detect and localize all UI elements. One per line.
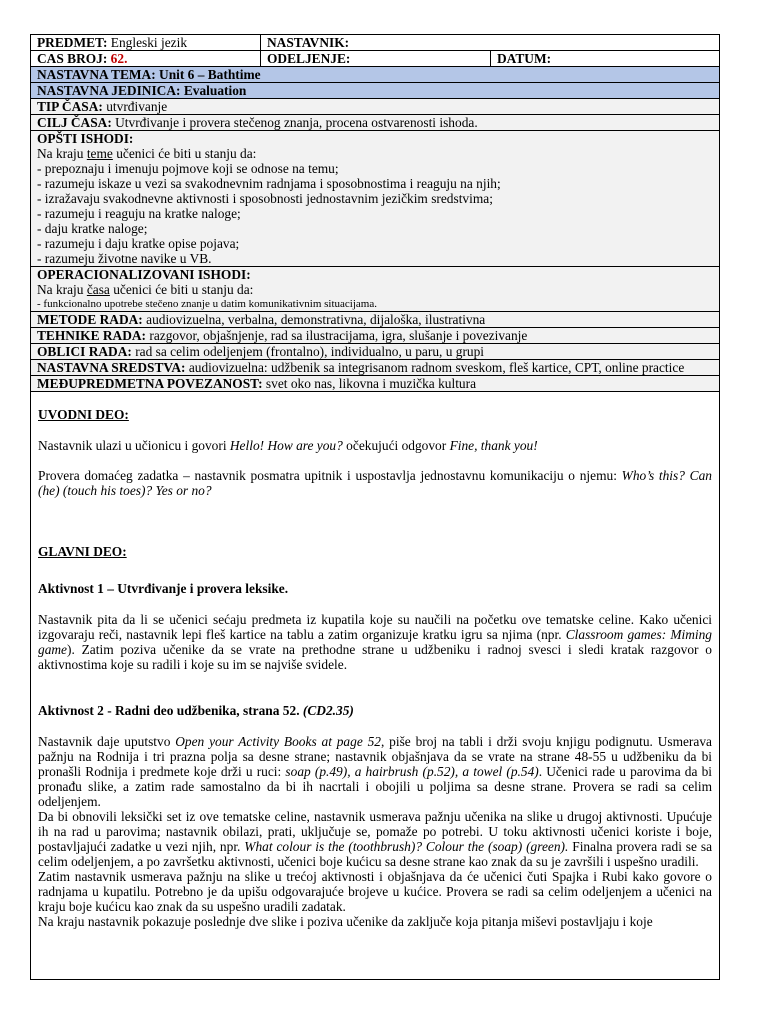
metode-label: METODE RADA: [37,312,143,327]
nastavnik-label: NASTAVNIK: [267,35,350,50]
paragraph-aktivnost-2: Nastavnik daje uputstvo Open your Activity Books at page 52, piše broj na tabli i drži svoju knjigu podignutu. Usmerava pažnju na Rodnija i tri prazna polja sa desne strane; nastavnik objašnjava da se vrate na strane 48-55 u udžbeniku da bi pronašli Rodnija i predmete koje drži u ruci: soap (p.49), a hairbrush (p.52), a towel (p.54). Učenici rade u parovima da bi pronađu slike, a zatim rade samostalno da bi ih nacrtali i obojili u poljima sa desne strane. Provera se radi sa celim odeljenjem. [38,734,713,809]
row-metode [31,312,719,328]
oblici-label: OBLICI RADA: [37,344,132,359]
tip-value: utvrđivanje [106,99,168,114]
row-sredstva [31,360,719,376]
opsti-item: - razumeju životne navike u VB. [37,251,212,266]
paragraph-leksicki-set: Da bi obnovili leksički set iz ove tematske celine, nastavnik usmerava pažnju učenika na slike u drugoj aktivnosti. Upućuje ih na rad u parovima; nastavnik obilazi, prati, uključuje se, pomaže po potrebi. U toku aktivnosti učenici koriste i boje, postavljajući zadatke u vezi njih, npr. What colour is the (toothbrush)? Colour the (soap) (green). Finalna provera radi se sa celim odeljenjem, a po završetku aktivnosti, učenici boje kućicu sa desne strane kao znak da su je završili i uspešno uradili. [38,809,713,869]
lesson-body [31,392,719,929]
paragraph-homework: Provera domaćeg zadatka – nastavnik posmatra upitnik i uspostavlja jednostavnu komunikaciju o njemu: Who’s this? Can (he) (touch his toes)? Yes or no? [38,468,712,498]
nastavnik-cell [261,35,719,50]
oper-item: - funkcionalno upotrebe stečeno znanje u datim komunikativnim situacijama. [37,298,377,310]
cas-label: CAS BROJ: [37,51,108,66]
opsti-item: - razumeju iskaze u vezi sa svakodnevnim radnjama i sposobnostima i reaguju na njih; [37,176,501,191]
aktivnost-1-heading: Aktivnost 1 – Utvrđivanje i provera leksike. [38,581,289,596]
cas-cell [31,51,261,66]
row-cilj [31,115,719,131]
paragraph-greeting: Nastavnik ulazi u učionicu i govori Hello! How are you? očekujući odgovor Fine, thank you! [38,438,538,453]
predmet-label: PREDMET: [37,35,108,50]
row-tema [31,67,719,83]
row-cas [31,51,719,67]
povezanost-label: MEĐUPREDMETNA POVEZANOST: [37,376,263,391]
cilj-value: Utvrđivanje i provera stečenog znanja, procena ostvarenosti ishoda. [115,115,478,130]
sredstva-label: NASTAVNA SREDSTVA: [37,360,186,375]
tip-label: TIP ČASA: [37,99,103,114]
predmet-value: Engleski jezik [110,35,188,50]
datum-cell [491,51,719,66]
glavni-heading: GLAVNI DEO: [38,544,127,559]
odeljenje-cell [261,51,491,66]
cilj-label: CILJ ČASA: [37,115,112,130]
opsti-item: - daju kratke naloge; [37,221,148,236]
row-povezanost [31,376,719,392]
row-oblici [31,344,719,360]
sredstva-value: audiovizuelna: udžbenik sa integrisanom radnom sveskom, fleš kartice, CPT, online practice [188,360,685,375]
opsti-intro: Na kraju teme učenici će biti u stanju da: [37,146,257,161]
tehnike-label: TEHNIKE RADA: [37,328,146,343]
opsti-item: - razumeju i reaguju na kratke naloge; [37,206,241,221]
oblici-value: rad sa celim odeljenjem (frontalno), individualno, u paru, u grupi [135,344,485,359]
opsti-label: OPŠTI ISHODI: [37,131,134,146]
row-opsti-ishodi [31,131,719,267]
nastavna-tema: NASTAVNA TEMA: Unit 6 – Bathtime [37,67,261,82]
predmet-cell [31,35,261,50]
oper-intro: Na kraju časa učenici će biti u stanju da: [37,282,254,297]
paragraph-zavrsetak: Na kraju nastavnik pokazuje poslednje dve slike i poziva učenike da zaključe koja pitanja miševi postavljaju i koje [38,914,653,929]
paragraph-aktivnost-1: Nastavnik pita da li se učenici sećaju predmeta iz kupatila koje su naučili na početku ove tematske celine. Kako učenici izgovaraju reči, nastavnik lepi fleš kartice na tablu a zatim organizuje kratku igru sa njima (npr. Classroom games: Miming game). Zatim poziva učenike da se vrate na prethodne strane u udžbeniku i radnoj svesci i sledi kratak razgovor o aktivnostima koje su radili i koje su im se najviše svidele. [38,612,712,672]
paragraph-treca-aktivnost: Zatim nastavnik usmerava pažnju na slike u trećoj aktivnosti i objašnjava da će učenici čuti Spajka i Rubi kako govore o radnjama u kupatilu. Potrebno je da upišu odgovarajuće brojeve u kućice. Provera se radi sa celim odeljenjem a učenici na kraju boje kućicu kao znak da su uspešno uradili zadatak. [38,869,712,914]
row-tip [31,99,719,115]
uvodni-heading: UVODNI DEO: [38,407,129,422]
povezanost-value: svet oko nas, likovna i muzička kultura [265,376,477,391]
oper-label: OPERACIONALIZOVANI ISHODI: [37,267,251,282]
tehnike-value: razgovor, objašnjenje, rad sa ilustracijama, igra, slušanje i povezivanje [149,328,528,343]
opsti-item: - izražavaju svakodnevne aktivnosti i sposobnosti jednostavnim jezičkim sredstvima; [37,191,493,206]
row-operacionalizovani [31,267,719,312]
row-predmet [31,35,719,51]
opsti-item: - prepoznaju i imenuju pojmove koji se odnose na temu; [37,161,339,176]
row-tehnike [31,328,719,344]
cas-value: 62. [110,51,128,66]
metode-value: audiovizuelna, verbalna, demonstrativna, dijaloška, ilustrativna [146,312,486,327]
odeljenje-label: ODELJENJE: [267,51,351,66]
opsti-item: - razumeju i daju kratke opise pojava; [37,236,240,251]
aktivnost-2-heading: Aktivnost 2 - Radni deo udžbenika, strana 52. (CD2.35) [38,703,354,718]
row-jedinica [31,83,719,99]
datum-label: DATUM: [497,51,552,66]
lesson-plan-sheet [30,34,720,980]
nastavna-jedinica: NASTAVNA JEDINICA: Evaluation [37,83,247,98]
